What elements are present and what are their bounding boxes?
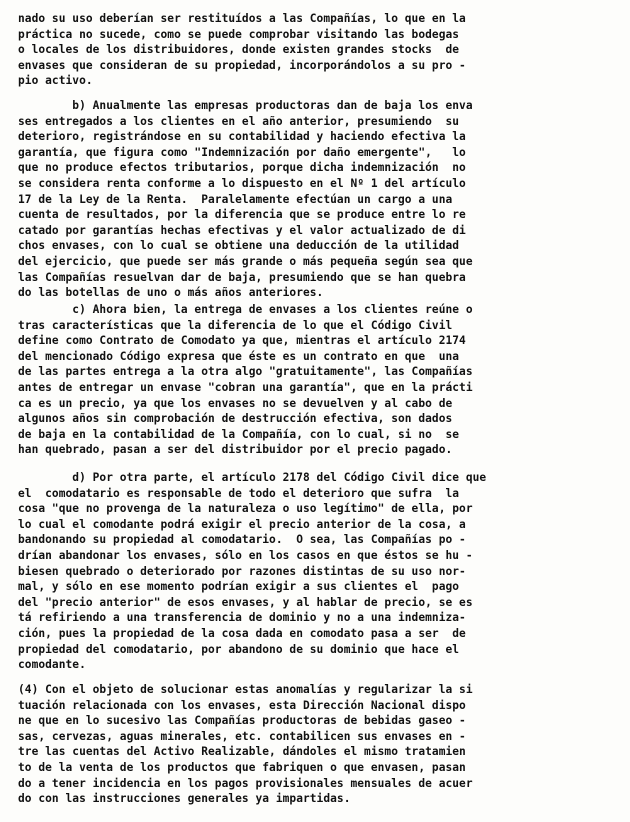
- text-line: o locales de los distribuidores, donde existen grandes stocks de: [18, 43, 460, 57]
- paragraph-intro: [18, 11, 624, 89]
- text-line: se considera renta conforme a lo dispuesto en el Nº 1 del artículo: [18, 176, 466, 190]
- text-line: antes de entregar un envase "cobran una garantía", que en la prácti: [18, 380, 473, 394]
- text-line: drían abandonar los envases, sólo en los casos en que éstos se hu -: [18, 548, 473, 562]
- text-line: ses entregados a los clientes en el año anterior, presumiendo su: [18, 114, 460, 128]
- text-line: catado por garantías hechas efectivas y el valor actualizado de di: [18, 223, 466, 237]
- text-line: to de la venta de los productos que fabriquen o que envasen, pasan: [18, 760, 466, 774]
- text-line: ne que en lo sucesivo las Compañías productoras de bebidas gaseo -: [18, 714, 466, 728]
- text-line: práctica no sucede, como se puede comprobar visitando las bodegas: [18, 27, 460, 41]
- text-line: algunos años sin comprobación de destrucción efectiva, son dados: [18, 412, 453, 426]
- text-line: do a tener incidencia en los pagos provisionales mensuales de acuer: [18, 776, 473, 790]
- text-line: b) Anualmente las empresas productoras dan de baja los enva: [18, 99, 473, 112]
- paragraph-d: [18, 470, 624, 673]
- text-line: de las partes entrega a la otra algo "gratuitamente", las Compañías: [18, 365, 473, 379]
- paragraph-4: [18, 682, 624, 807]
- text-line: sas, cervezas, aguas minerales, etc. contabilicen sus envases en -: [18, 729, 466, 743]
- text-line: pio activo.: [18, 74, 93, 88]
- text-line: biesen quebrado o deteriorado por razones distintas de su uso nor-: [18, 564, 466, 578]
- text-line: cuenta de resultados, por la diferencia que se produce entre lo re: [18, 208, 466, 222]
- text-line: mal, y sólo en ese momento podrían exigir a sus clientes el pago: [18, 580, 460, 594]
- text-line: nado su uso deberían ser restituídos a las Compañías, lo que en la: [18, 12, 466, 25]
- text-line: tá refiriendo a una transferencia de dominio y no a una indemniza-: [18, 611, 466, 625]
- text-line: define como Contrato de Comodato ya que, mientras el artículo 2174: [18, 334, 466, 348]
- text-line: ción, pues la propiedad de la cosa dada en comodato pasa a ser de: [18, 626, 466, 640]
- text-line: han quebrado, pasan a ser del distribuidor por el precio pagado.: [18, 443, 453, 457]
- text-line: propiedad del comodatario, por abandono de su dominio que hace el: [18, 642, 460, 656]
- text-line: que no produce efectos tributarios, porque dicha indemnización no: [18, 161, 466, 175]
- text-line: bandonando su propiedad al comodatario. O sea, las Compañías po -: [18, 533, 466, 547]
- text-line: lo cual el comodante podrá exigir el precio anterior de la cosa, a: [18, 517, 466, 531]
- text-line: d) Por otra parte, el artículo 2178 del Código Civil dice que: [18, 471, 487, 484]
- text-line: ca es un precio, ya que los envases no se devuelven y al cabo de: [18, 396, 453, 410]
- text-line: las Compañías resuelvan dar de baja, presumiendo que se han quebra: [18, 270, 466, 284]
- text-line: deterioro, registrándose en su contabilidad y haciendo efectiva la: [18, 130, 466, 144]
- text-line: garantía, que figura como "Indemnización por daño emergente", lo: [18, 145, 466, 159]
- text-line: comodante.: [18, 658, 86, 672]
- text-line: el comodatario es responsable de todo el deterioro que sufra la: [18, 486, 460, 500]
- text-line: tras características que la diferencia de lo que el Código Civil: [18, 318, 453, 332]
- text-line: del "precio anterior" de esos envases, y al hablar de precio, se es: [18, 595, 473, 609]
- text-line: do las botellas de uno o más años anteriores.: [18, 286, 324, 300]
- text-line: envases que consideran de su propiedad, incorporándolos a su pro -: [18, 58, 466, 72]
- text-line: c) Ahora bien, la entrega de envases a los clientes reúne o: [18, 303, 473, 316]
- text-line: do con las instrucciones generales ya impartidas.: [18, 792, 351, 806]
- paragraph-c: [18, 302, 624, 458]
- text-line: 17 de la Ley de la Renta. Paralelamente efectúan un cargo a una: [18, 192, 453, 206]
- text-line: del mencionado Código expresa que éste es un contrato en que una: [18, 349, 460, 363]
- text-line: cosa "que no provenga de la naturaleza o uso legítimo" de ella, por: [18, 502, 473, 516]
- paragraph-b: [18, 98, 624, 301]
- text-line: chos envases, con lo cual se obtiene una deducción de la utilidad: [18, 239, 460, 253]
- text-line: tre las cuentas del Activo Realizable, dándoles el mismo tratamien: [18, 745, 466, 759]
- text-line: (4) Con el objeto de solucionar estas anomalías y regularizar la si: [18, 683, 473, 696]
- text-line: tuación relacionada con los envases, esta Dirección Nacional dispo: [18, 698, 466, 712]
- text-line: del ejercicio, que puede ser más grande o más pequeña según sea que: [18, 254, 473, 268]
- text-line: de baja en la contabilidad de la Compañía, con lo cual, si no se: [18, 427, 460, 441]
